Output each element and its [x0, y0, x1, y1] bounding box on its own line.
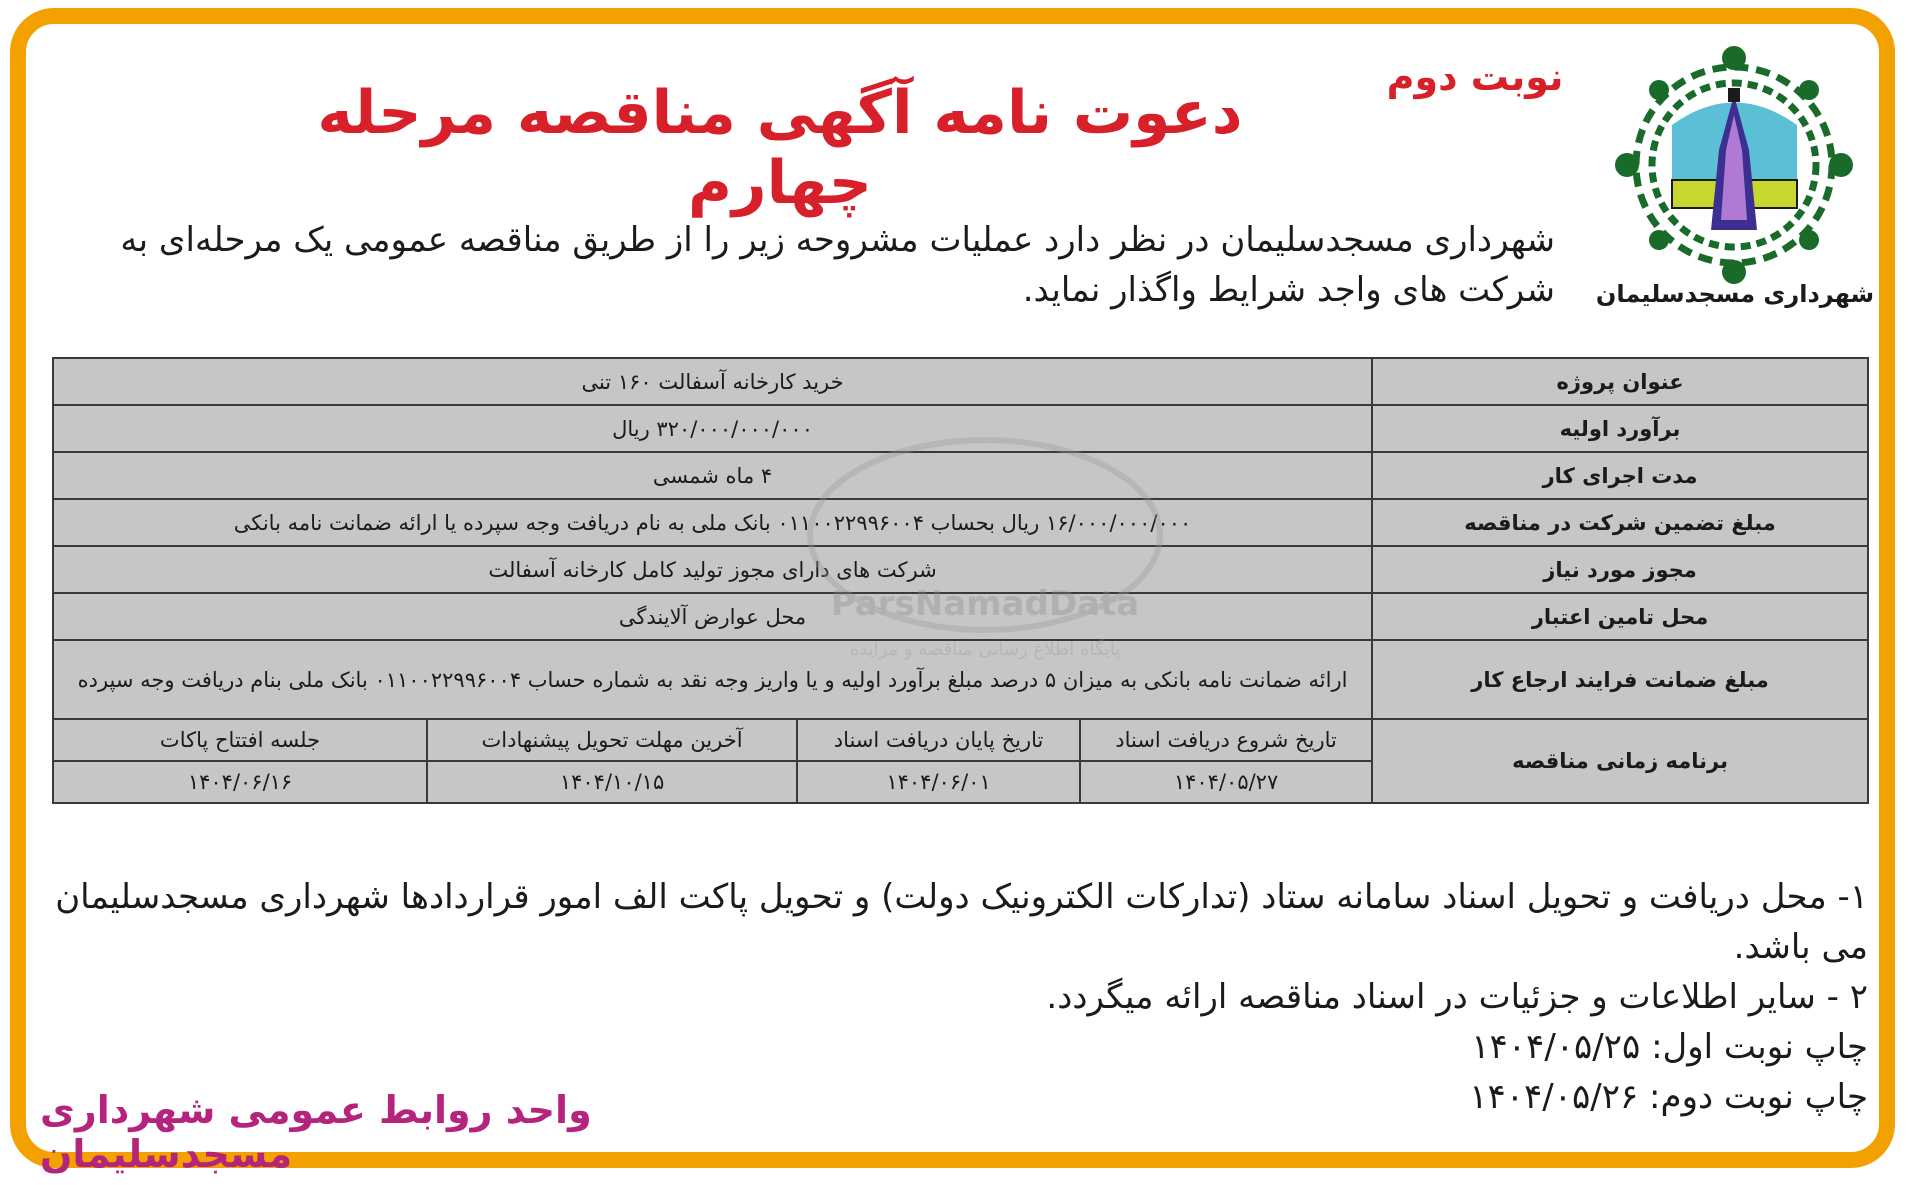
- publication-round: نوبت دوم: [1386, 55, 1564, 99]
- schedule-label: برنامه زمانی مناقصه: [1372, 719, 1868, 803]
- schedule-header-row: [53, 719, 1868, 761]
- row-label: مدت اجرای کار: [1372, 452, 1868, 499]
- row-value: ارائه ضمانت نامه بانکی به میزان ۵ درصد مبلغ برآورد اولیه و یا واریز وجه نقد به شماره حساب ۰۱۱۰۰۲۲۹۹۶۰۰۴ بانک ملی بنام دریافت وجه سپرده: [53, 640, 1372, 719]
- schedule-date: ۱۴۰۴/۱۰/۱۵: [427, 761, 797, 803]
- row-value: خرید کارخانه آسفالت ۱۶۰ تنی: [53, 358, 1372, 405]
- logo-caption: شهرداری مسجدسلیمان: [1595, 280, 1875, 308]
- schedule-column-title: تاریخ پایان دریافت اسناد: [797, 719, 1080, 761]
- watermark: [760, 425, 1210, 685]
- print-date-second: چاپ نوبت دوم: ۱۴۰۴/۰۵/۲۶: [1469, 1077, 1868, 1117]
- row-value: محل عوارض آلایندگی: [53, 593, 1372, 640]
- row-value: ۴ ماه شمسی: [53, 452, 1372, 499]
- note-item: ۱- محل دریافت و تحویل اسناد سامانه ستاد (تدارکات الکترونیک دولت) و تحویل پاکت الف امور قراردادها شهرداری مسجدسلیمان می باشد.: [55, 877, 1868, 967]
- row-label: مبلغ ضمانت فرایند ارجاع کار: [1372, 640, 1868, 719]
- row-label: مجوز مورد نیاز: [1372, 546, 1868, 593]
- table-row: [53, 358, 1868, 405]
- intro-paragraph: شهرداری مسجدسلیمان در نظر دارد عملیات مشروحه زیر را از طریق مناقصه عمومی یک مرحله‌ای به شرکت های واجد شرایط واگذار نماید.: [120, 220, 1555, 310]
- schedule-column-title: جلسه افتتاح پاکات: [53, 719, 427, 761]
- notes-section: [48, 872, 1868, 1122]
- schedule-date: ۱۴۰۴/۰۶/۰۱: [797, 761, 1080, 803]
- watermark-tagline: پایگاه اطلاع رسانی مناقصه و مزایده: [849, 639, 1121, 660]
- schedule-date: ۱۴۰۴/۰۶/۱۶: [53, 761, 427, 803]
- schedule-column-title: تاریخ شروع دریافت اسناد: [1080, 719, 1372, 761]
- row-value: شرکت های دارای مجوز تولید کامل کارخانه آسفالت: [53, 546, 1372, 593]
- watermark-brand: ParsNamadData: [830, 584, 1140, 624]
- row-label: عنوان پروژه: [1372, 358, 1868, 405]
- notice-title: دعوت نامه آگهی مناقصه مرحله چهارم: [317, 78, 1243, 218]
- row-label: محل تامین اعتبار: [1372, 593, 1868, 640]
- municipality-logo: [1597, 40, 1872, 300]
- note-item: ۲ - سایر اطلاعات و جزئیات در اسناد مناقصه ارائه میگردد.: [1046, 977, 1868, 1017]
- schedule-date: ۱۴۰۴/۰۵/۲۷: [1080, 761, 1372, 803]
- schedule-column-title: آخرین مهلت تحویل پیشنهادات: [427, 719, 797, 761]
- print-date-first: چاپ نوبت اول: ۱۴۰۴/۰۵/۲۵: [1471, 1027, 1868, 1067]
- row-label: مبلغ تضمین شرکت در مناقصه: [1372, 499, 1868, 546]
- row-label: برآورد اولیه: [1372, 405, 1868, 452]
- footer-signature: واحد روابط عمومی شهرداری مسجدسلیمان: [40, 1088, 592, 1176]
- row-value: ۳۲۰/۰۰۰/۰۰۰/۰۰۰ ریال: [53, 405, 1372, 452]
- row-value: ۱۶/۰۰۰/۰۰۰/۰۰۰ ریال بحساب ۰۱۱۰۰۲۲۹۹۶۰۰۴ بانک ملی به نام دریافت وجه سپرده یا ارائه ضمانت نامه بانکی: [53, 499, 1372, 546]
